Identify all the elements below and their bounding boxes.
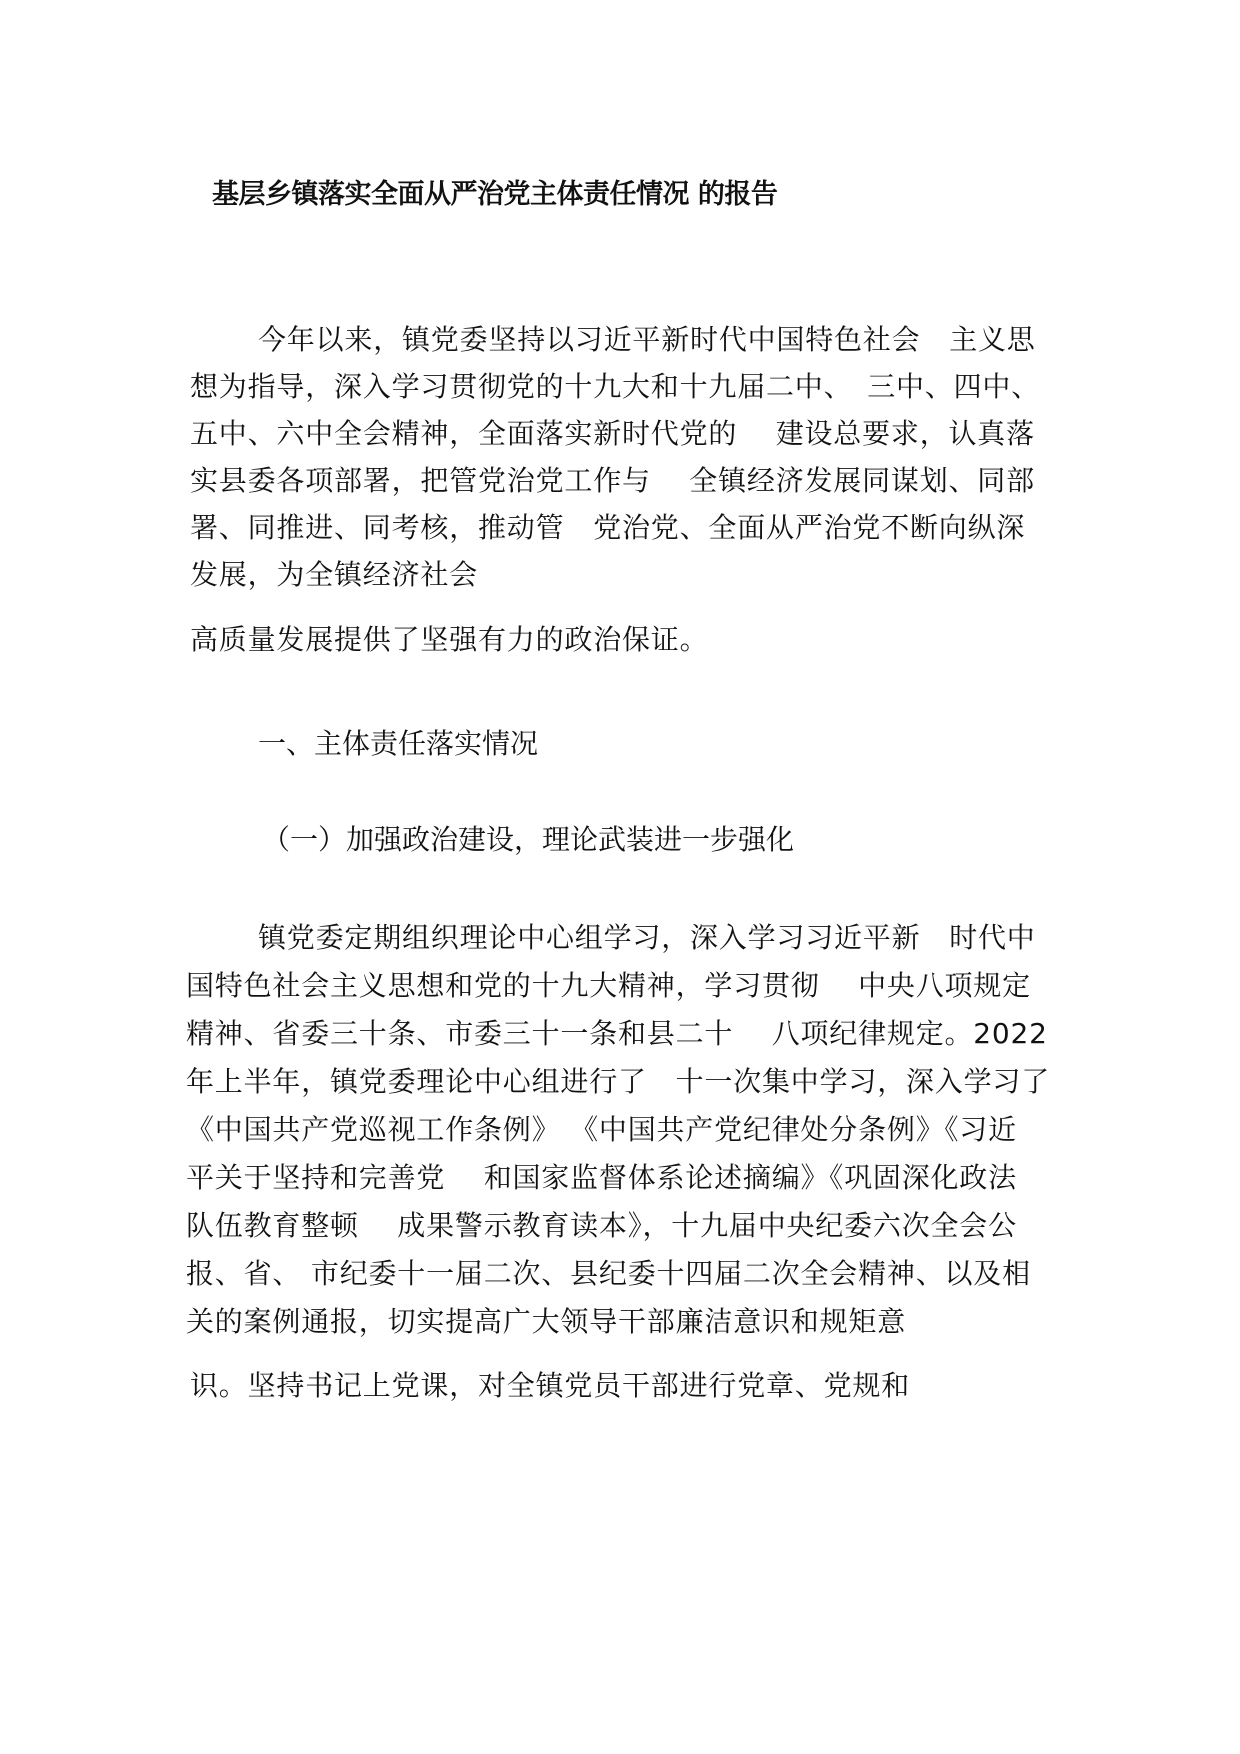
paragraph-line: 识。坚持书记上党课，对全镇党员干部进行党章、党规和 [190, 1369, 911, 1402]
paragraph-line: 年上半年，镇党委理论中心组进行了 十一次集中学习，深入学习了 [186, 1065, 1051, 1098]
paragraph-line: 五中、六中全会精神，全面落实新时代党的 建设总要求，认真落 [190, 417, 1035, 450]
paragraph-line: 关的案例通报，切实提高广大领导干部廉洁意识和规矩意 [186, 1305, 907, 1338]
paragraph-line: 高质量发展提供了坚强有力的政治保证。 [190, 623, 709, 656]
paragraph-line: 队伍教育整顿 成果警示教育读本》，十九届中央纪委六次全会公 [186, 1209, 1017, 1242]
paragraph-line: 平关于坚持和完善党 和国家监督体系论述摘编》《巩固深化政法 [186, 1161, 1017, 1194]
paragraph-line: 实县委各项部署，把管党治党工作与 全镇经济发展同谋划、同部 [190, 464, 1035, 497]
paragraph-line: 署、同推进、同考核，推动管 党治党、全面从严治党不断向纵深 [190, 511, 1026, 544]
paragraph-line: 精神、省委三十条、市委三十一条和县二十 八项纪律规定。2022 [186, 1017, 1048, 1050]
section-heading: 一、主体责任落实情况 [258, 727, 539, 760]
paragraph-line: 国特色社会主义思想和党的十九大精神，学习贯彻 中央八项规定 [186, 969, 1031, 1002]
paragraph-line: 发展，为全镇经济社会 [190, 558, 479, 591]
paragraph-line: 报、省、 市纪委十一届二次、县纪委十四届二次全会精神、以及相 [186, 1257, 1031, 1290]
paragraph-line: 镇党委定期组织理论中心组学习，深入学习习近平新 时代中 [258, 921, 1036, 954]
subsection-heading: （一）加强政治建设，理论武装进一步强化 [262, 823, 795, 856]
paragraph-line: 今年以来，镇党委坚持以习近平新时代中国特色社会 主义思 [258, 323, 1036, 356]
paragraph-line: 想为指导，深入学习贯彻党的十九大和十九届二中、 三中、四中、 [190, 370, 1041, 403]
paragraph-line: 《中国共产党巡视工作条例》 《中国共产党纪律处分条例》《习近 [186, 1113, 1017, 1146]
document-title: 基层乡镇落实全面从严治党主体责任情况 的报告 [212, 179, 778, 210]
